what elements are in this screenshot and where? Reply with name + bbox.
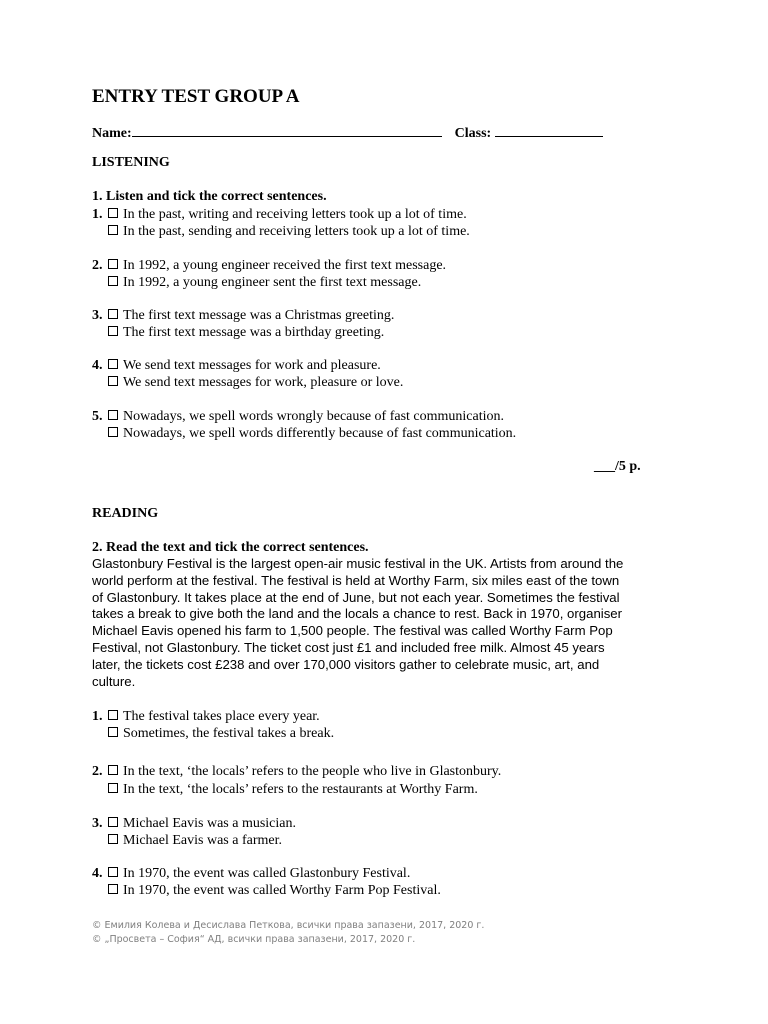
copyright-line-1: © Емилия Колева и Десислава Петкова, всички права запазени, 2017, 2020 г. <box>92 920 485 931</box>
listening-question-2: 2. In 1992, a young engineer received the first text message. In 1992, a young engineer sent the first text message. <box>92 258 447 290</box>
checkbox[interactable] <box>108 817 118 827</box>
reading-question-3: 3. Michael Eavis was a musician. Michael Eavis was a farmer. <box>92 816 297 848</box>
checkbox[interactable] <box>108 834 118 844</box>
checkbox[interactable] <box>108 710 118 720</box>
class-blank[interactable] <box>495 124 603 137</box>
name-blank[interactable] <box>132 124 442 137</box>
reading-instruction: 2. Read the text and tick the correct sentences. <box>92 540 369 555</box>
checkbox[interactable] <box>108 765 118 775</box>
listening-instruction: 1. Listen and tick the correct sentences. <box>92 189 327 204</box>
listening-question-4: 4. We send text messages for work and pleasure. We send text messages for work, pleasure or love. <box>92 358 404 390</box>
reading-question-2: 2. In the text, ‘the locals’ refers to the people who live in Glastonbury. In the text, ‘the locals’ refers to the restaurants at Worthy Farm. <box>92 764 502 797</box>
checkbox[interactable] <box>108 359 118 369</box>
checkbox[interactable] <box>108 727 118 737</box>
listening-score: ___/5 p. <box>594 459 641 474</box>
name-class-row <box>92 124 603 142</box>
checkbox[interactable] <box>108 208 118 218</box>
checkbox[interactable] <box>108 427 118 437</box>
checkbox[interactable] <box>108 376 118 386</box>
checkbox[interactable] <box>108 259 118 269</box>
checkbox[interactable] <box>108 884 118 894</box>
checkbox[interactable] <box>108 276 118 286</box>
listening-question-5: 5. Nowadays, we spell words wrongly because of fast communication. Nowadays, we spell words differently because of fast communication. <box>92 409 517 441</box>
reading-question-4: 4. In 1970, the event was called Glastonbury Festival. In 1970, the event was called Worthy Farm Pop Festival. <box>92 866 441 898</box>
page-title: ENTRY TEST GROUP A <box>92 86 300 107</box>
checkbox[interactable] <box>108 326 118 336</box>
checkbox[interactable] <box>108 309 118 319</box>
reading-heading: READING <box>92 506 159 521</box>
reading-passage: Glastonbury Festival is the largest open-air music festival in the UK. Artists from around the world perform at the festival. The festival is held at Worthy Farm, six miles east of the town of Glastonbury. It takes place at the end of June, but not each year. Sometimes the festival takes a break to give both the land and the locals a chance to rest. Back in 1970, organiser Michael Eavis opened his farm to 1,500 people. The festival was called Worthy Farm Pop Festival, not Glastonbury. The ticket cost just £1 and included free milk. Almost 45 years later, the tickets cost £238 and over 170,000 visitors gather to celebrate music, art, and culture. <box>92 556 624 689</box>
listening-heading: LISTENING <box>92 155 170 170</box>
checkbox[interactable] <box>108 410 118 420</box>
copyright-line-2: © „Просвета – София“ АД, всички права запазени, 2017, 2020 г. <box>92 934 416 945</box>
class-label: Class: <box>454 126 492 141</box>
reading-question-1: 1. The festival takes place every year. Sometimes, the festival takes a break. <box>92 709 335 741</box>
checkbox[interactable] <box>108 783 118 793</box>
checkbox[interactable] <box>108 867 118 877</box>
listening-question-1: 1. In the past, writing and receiving letters took up a lot of time. In the past, sending and receiving letters took up a lot of time. <box>92 207 470 239</box>
listening-question-3: 3. The first text message was a Christmas greeting. The first text message was a birthday greeting. <box>92 308 395 340</box>
name-label: Name: <box>92 126 132 141</box>
checkbox[interactable] <box>108 225 118 235</box>
